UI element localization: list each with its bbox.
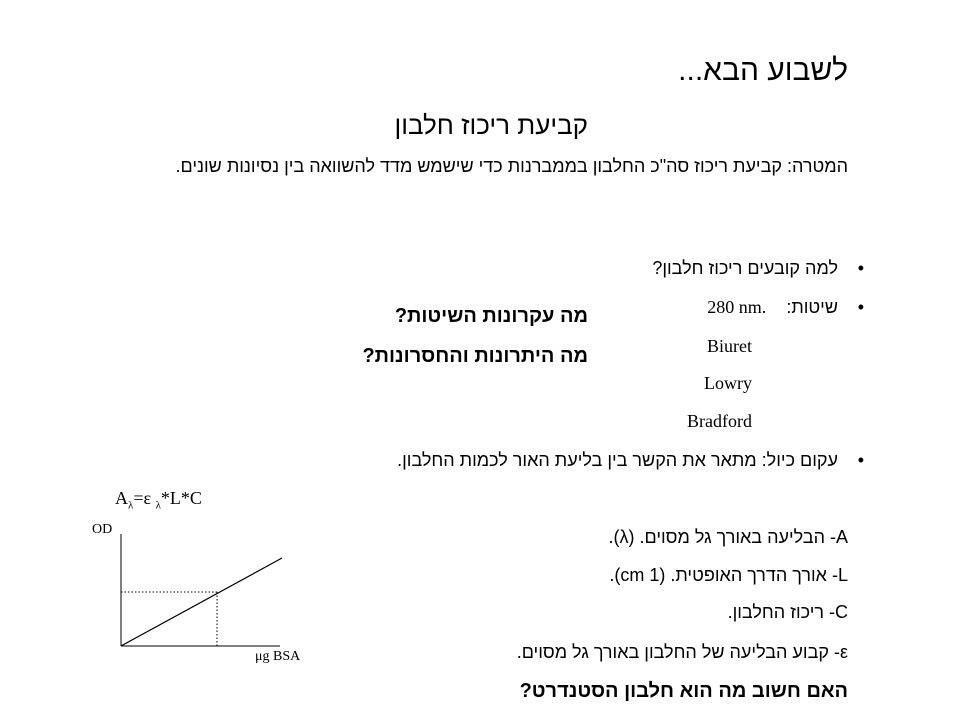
- definition-epsilon: ε- קבוע הבליעה של החלבון באורך גל מסוים.: [516, 642, 848, 662]
- method-lowry: Lowry: [704, 373, 752, 393]
- calibration-graph: [110, 528, 310, 653]
- methods-label: שיטות:: [786, 297, 838, 317]
- definition-C: C- ריכוז החלבון.: [727, 602, 848, 622]
- calibration-text: עקום כיול: מתאר את הקשר בין בליעת האור לכמות החלבון.: [397, 450, 838, 470]
- goal-text: המטרה: קביעת ריכוז סה"כ החלבון בממברנות כדי שישמש מדד להשוואה בין נסיונות שונים.: [175, 156, 848, 176]
- slide-title: לשבוע הבא...: [678, 54, 848, 87]
- bullet-dot: •: [857, 258, 864, 278]
- slide-subtitle: קביעת ריכוז חלבון: [394, 110, 588, 140]
- bullet-dot: •: [857, 450, 864, 470]
- method-280nm: 280 nm.: [707, 297, 767, 317]
- bullet-calibration-curve: [397, 450, 864, 471]
- question-principles: מה עקרונות השיטות?: [394, 305, 588, 327]
- definition-L: L- אורך הדרך האופטית. (1 cm).: [609, 565, 848, 585]
- graph-y-label: OD: [92, 522, 113, 537]
- bullet-methods: [707, 297, 864, 318]
- graph-x-label: μg BSA: [255, 649, 301, 664]
- beer-lambert-equation: $A_\lambda=\varepsilon$ $_\lambda$*L*C: [115, 488, 202, 512]
- method-biuret: Biuret: [707, 336, 752, 356]
- question-pros-cons: מה היתרונות והחסרונות?: [362, 345, 588, 367]
- definition-A: A- הבליעה באורך גל מסוים. (λ).: [608, 527, 848, 547]
- question-standard-protein: האם חשוב מה הוא חלבון הסטנדרט?: [519, 680, 848, 702]
- bullet-dot: •: [857, 297, 864, 317]
- calibration-line: [121, 558, 282, 646]
- bullet-why-text: למה קובעים ריכוז חלבון?: [652, 258, 838, 278]
- bullet-why-measure: [652, 258, 864, 279]
- method-bradford: Bradford: [687, 411, 752, 431]
